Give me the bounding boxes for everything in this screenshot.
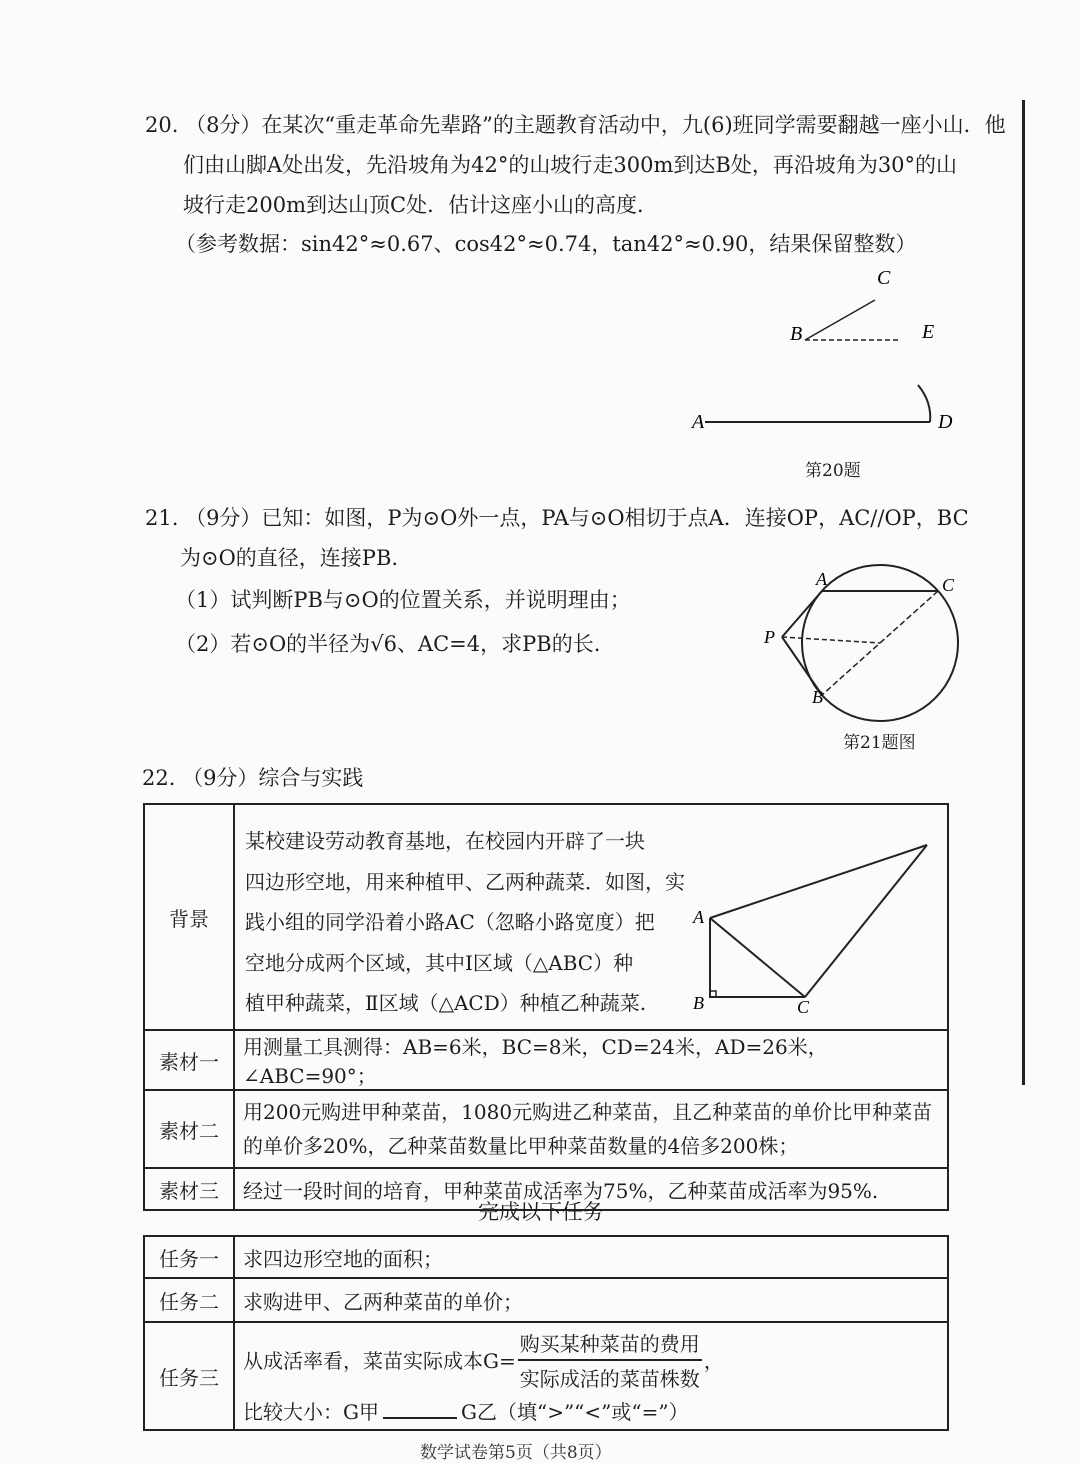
q21-radius-sqrt: √6 (370, 632, 397, 656)
q20-caption: 第20题 (805, 461, 861, 481)
q22-task-3-line2-mid: G乙 (460, 1399, 497, 1424)
q21-part-2-pre: （2）若⊙O的半径为 (175, 632, 371, 656)
q20-line-1: 20. （8分）在某次“重走革命先辈路”的主题教育活动中，九(6)班同学需要翻越一座小山．他 (145, 113, 1006, 137)
q21-line-1: 21. （9分）已知：如图，P为⊙O外一点，PA与⊙O相切于点A．连接OP，AC//OP，BC (145, 506, 969, 530)
margin-binding-line (1022, 100, 1025, 1085)
q20-line-bc (805, 300, 875, 340)
q22-task-3-cell (234, 1322, 948, 1430)
q22-tasks-table (143, 1235, 949, 1431)
q20-label-d: D (938, 411, 953, 433)
q22-task-2-label: 任务二 (144, 1278, 234, 1322)
q22-label-c: C (797, 997, 810, 1017)
q22-side-cd (805, 845, 927, 997)
q21-part-1: （1）试判断PB与⊙O的位置关系，并说明理由； (175, 588, 631, 612)
q22-task-3-label: 任务三 (144, 1322, 234, 1430)
q22-background-line: 植甲种蔬菜，Ⅱ区域（△ACD）种植乙种蔬菜. (245, 991, 647, 1015)
q21-figure (760, 555, 980, 735)
q20-label-b: B (790, 323, 803, 345)
q22-material-row (144, 1030, 948, 1090)
q22-task-2-text: 求购进甲、乙两种菜苗的单价； (234, 1278, 948, 1322)
q22-task-1-label: 任务一 (144, 1236, 234, 1278)
q22-cost-fraction (518, 1328, 702, 1392)
q22-task-3-compare (243, 1396, 939, 1425)
q22-background-cell (234, 804, 948, 1030)
q20-reference-data: （参考数据：sin42°≈0.67、cos42°≈0.74，tan42°≈0.90，结果保留整数） (175, 232, 917, 256)
q22-task-3-line2-pre: 比较大小：G甲 (243, 1399, 379, 1424)
q22-tasks-heading: 完成以下任务 (478, 1200, 604, 1224)
q20-slope-mark (918, 385, 930, 422)
q20-figure (680, 260, 980, 460)
q21-tangent-pa (782, 591, 822, 637)
q22-material-2-line: 用200元购进甲种菜苗，1080元购进乙种菜苗，且乙种菜苗的单价比甲种菜苗 (243, 1100, 933, 1124)
q22-background-text (245, 821, 685, 1024)
q21-part-2-post: 、AC=4，求PB的长. (396, 632, 601, 656)
q22-material-3-text: 经过一段时间的培育，甲种菜苗成活率为75%，乙种菜苗成活率为95%. (234, 1168, 948, 1210)
q21-label-a: A (816, 569, 827, 589)
q22-background-line: 践小组的同学沿着小路AC（忽略小路宽度）把 (245, 910, 655, 934)
q22-task-3-line2-post: （填“>”“<”或“=”） (496, 1399, 689, 1424)
q20-line-2: 们由山脚A处出发，先沿坡角为42°的山坡行走300m到达B处，再沿坡角为30°的山 (183, 153, 958, 177)
q22-background-row (144, 804, 948, 1030)
q21-segment-op (782, 637, 880, 643)
q21-label-c: C (942, 575, 955, 595)
q20-line-3: 坡行走200m到达山顶C处．估计这座小山的高度． (183, 193, 659, 217)
q22-background-line: 空地分成两个区域，其中Ⅰ区域（△ABC）种 (245, 950, 634, 975)
q22-materials-table (143, 803, 949, 1211)
q22-material-row (144, 1090, 948, 1168)
q22-side-ad (710, 845, 927, 918)
q22-background-line: 某校建设劳动教育基地，在校园内开辟了一块 (245, 829, 645, 853)
q20-label-e: E (922, 321, 935, 343)
q22-task-3-formula (243, 1328, 939, 1392)
q22-label-a: A (693, 907, 704, 927)
q21-part-2 (175, 634, 600, 655)
q22-fraction-numerator: 购买某种菜苗的费用 (518, 1328, 702, 1361)
q22-label-b: B (693, 993, 704, 1013)
q22-task-row (144, 1322, 948, 1430)
q22-material-1-text: 用测量工具测得：AB=6米，BC=8米，CD=24米，AD=26米，∠ABC=90°； (234, 1030, 948, 1090)
q22-task-row (144, 1236, 948, 1278)
q22-material-2-line: 的单价多20%，乙种菜苗数量比甲种菜苗数量的4倍多200株； (243, 1134, 799, 1158)
q21-caption: 第21题图 (843, 733, 916, 753)
q22-fraction-denominator: 实际成活的菜苗株数 (519, 1366, 700, 1391)
q22-path-ac (710, 918, 805, 997)
q21-label-b: B (812, 687, 823, 707)
q20-label-a: A (692, 411, 705, 433)
q22-task-3-line1-post: ， (703, 1349, 724, 1373)
q22-task-1-text: 求四边形空地的面积； (234, 1236, 948, 1278)
q22-quadrilateral-figure (685, 825, 955, 1015)
q22-title: 22. （9分）综合与实践 (142, 766, 364, 790)
q22-material-3-label: 素材三 (144, 1168, 234, 1210)
q22-material-2-label: 素材二 (144, 1090, 234, 1168)
q21-line-2: 为⊙O的直径，连接PB. (180, 546, 399, 570)
q22-background-line: 四边形空地，用来种植甲、乙两种蔬菜．如图，实 (245, 869, 685, 894)
q20-label-c: C (877, 267, 891, 289)
q22-background-label: 背景 (144, 804, 234, 1030)
page-footer: 数学试卷第5页（共8页） (420, 1443, 612, 1463)
q21-label-p: P (764, 627, 775, 647)
q22-task-3-line1-pre: 从成活率看，菜苗实际成本G= (243, 1349, 516, 1373)
q22-task-row (144, 1278, 948, 1322)
q22-answer-blank[interactable] (383, 1399, 457, 1419)
q22-material-2-cell (234, 1090, 948, 1168)
q22-material-1-label: 素材一 (144, 1030, 234, 1090)
